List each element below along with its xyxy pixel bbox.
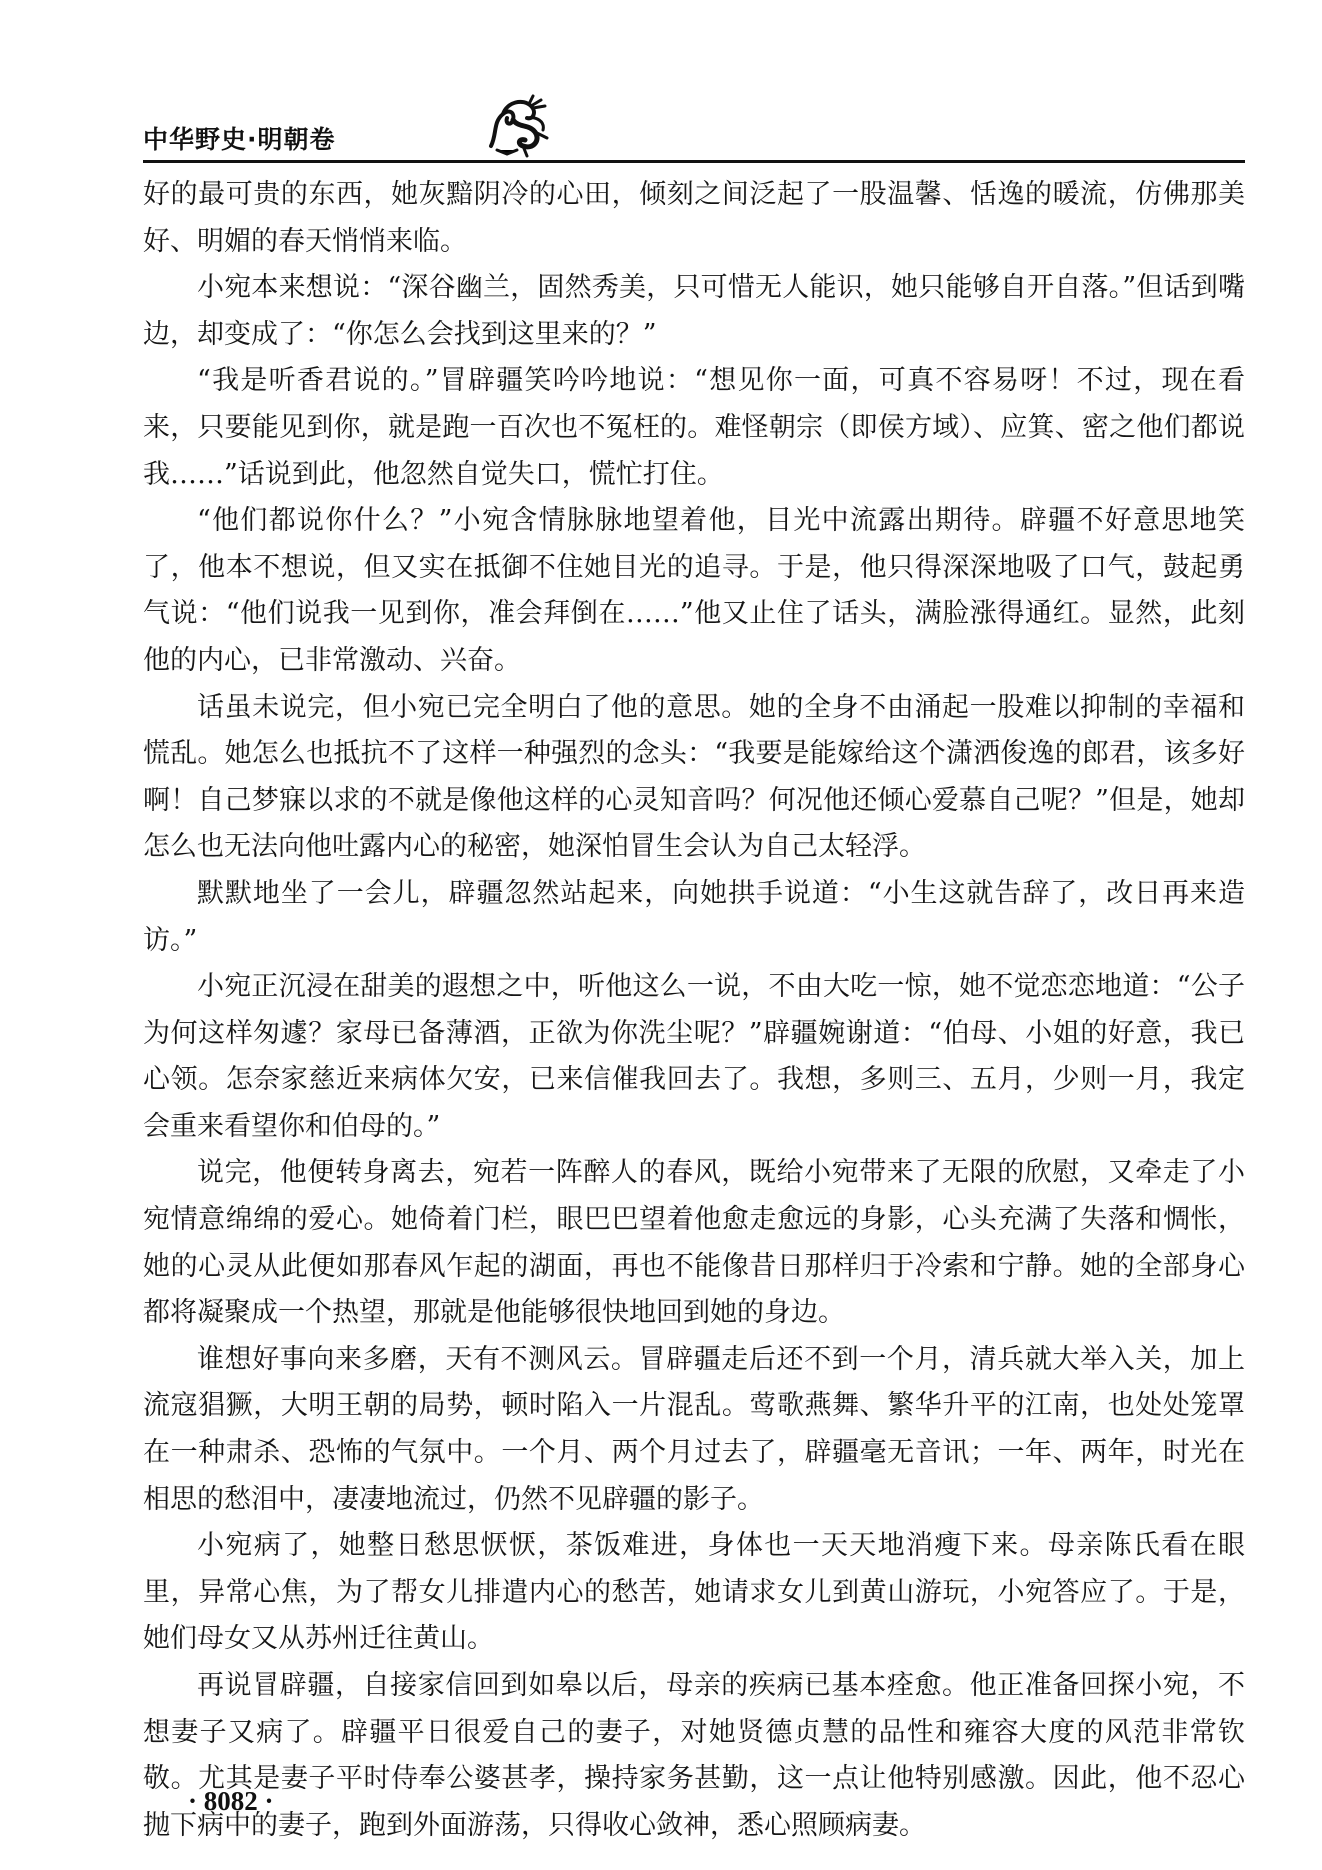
paragraph: 小宛病了，她整日愁思恹恹，茶饭难进，身体也一天天地消瘦下来。母亲陈氏看在眼里，异常心焦，为了帮女儿排遣内心的愁苦，她请求女儿到黄山游玩，小宛答应了。于是，她们母女又从苏州迁往黄山。	[143, 1530, 1245, 1655]
paragraph: “他们都说你什么？”小宛含情脉脉地望着他，目光中流露出期待。辟疆不好意思地笑了，他本不想说，但又实在抵御不住她目光的追寻。于是，他只得深深地吸了口气，鼓起勇气说：“他们说我一见到你，准会拜倒在……”他又止住了话头，满脸涨得通红。显然，此刻他的内心，已非常激动、兴奋。	[143, 505, 1245, 676]
paragraph: 再说冒辟疆，自接家信回到如皋以后，母亲的疾病已基本痊愈。他正准备回探小宛，不想妻子又病了。辟疆平日很爱自己的妻子，对她贤德贞慧的品性和雍容大度的风范非常钦敬。尤其是妻子平时侍奉公婆甚孝，操持家务甚勤，这一点让他特别感激。因此，他不忍心抛下病中的妻子，跑到外面游荡，只得收心敛神，悉心照顾病妻。	[143, 1670, 1245, 1841]
paragraph: 默默地坐了一会儿，辟疆忽然站起来，向她拱手说道：“小生这就告辞了，改日再来造访。”	[143, 877, 1245, 956]
dragon-emblem-icon	[483, 94, 555, 158]
paragraph: 话虽未说完，但小宛已完全明白了他的意思。她的全身不由涌起一股难以抑制的幸福和慌乱。她怎么也抵抗不了这样一种强烈的念头：“我要是能嫁给这个潇洒俊逸的郎君，该多好啊！自己梦寐以求的不就是像他这样的心灵知音吗？何况他还倾心爱慕自己呢？”但是，她却怎么也无法向他吐露内心的秘密，她深怕冒生会认为自己太轻浮。	[143, 691, 1245, 863]
paragraph: 小宛本来想说：“深谷幽兰，固然秀美，只可惜无人能识，她只能够自开自落。”但话到嘴边，却变成了：“你怎么会找到这里来的？”	[143, 272, 1245, 350]
book-title: 中华野史·明朝卷	[143, 125, 336, 154]
paragraph: 好的最可贵的东西，她灰黯阴冷的心田，倾刻之间泛起了一股温馨、恬逸的暖流，仿佛那美好、明媚的春天悄悄来临。	[143, 179, 1245, 257]
running-head	[143, 112, 336, 162]
paragraph: “我是听香君说的。”冒辟疆笑吟吟地说：“想见你一面，可真不容易呀！不过，现在看来，只要能见到你，就是跑一百次也不冤枉的。难怪朝宗（即侯方域）、应箕、密之他们都说我……”话说到此，他忽然自觉失口，慌忙打住。	[143, 365, 1245, 490]
header-rule	[143, 160, 1245, 163]
body-text	[143, 172, 1245, 1849]
paragraph: 谁想好事向来多磨，天有不测风云。冒辟疆走后还不到一个月，清兵就大举入关，加上流寇猖獗，大明王朝的局势，顿时陷入一片混乱。莺歌燕舞、繁华升平的江南，也处处笼罩在一种肃杀、恐怖的气氛中。一个月、两个月过去了，辟疆毫无音讯；一年、两年，时光在相思的愁泪中，凄凄地流过，仍然不见辟疆的影子。	[143, 1343, 1245, 1515]
page-number: · 8082 ·	[188, 1786, 274, 1816]
paragraph: 说完，他便转身离去，宛若一阵醉人的春风，既给小宛带来了无限的欣慰，又牵走了小宛情意绵绵的爱心。她倚着门栏，眼巴巴望着他愈走愈远的身影，心头充满了失落和惆怅，她的心灵从此便如那春风乍起的湖面，再也不能像昔日那样归于冷索和宁静。她的全部身心都将凝聚成一个热望，那就是他能够很快地回到她的身边。	[143, 1157, 1245, 1329]
paragraph: 小宛正沉浸在甜美的遐想之中，听他这么一说，不由大吃一惊，她不觉恋恋地道：“公子为何这样匆遽？家母已备薄酒，正欲为你洗尘呢？”辟疆婉谢道：“伯母、小姐的好意，我已心领。怎奈家慈近来病体欠安，已来信催我回去了。我想，多则三、五月，少则一月，我定会重来看望你和伯母的。”	[143, 971, 1245, 1142]
